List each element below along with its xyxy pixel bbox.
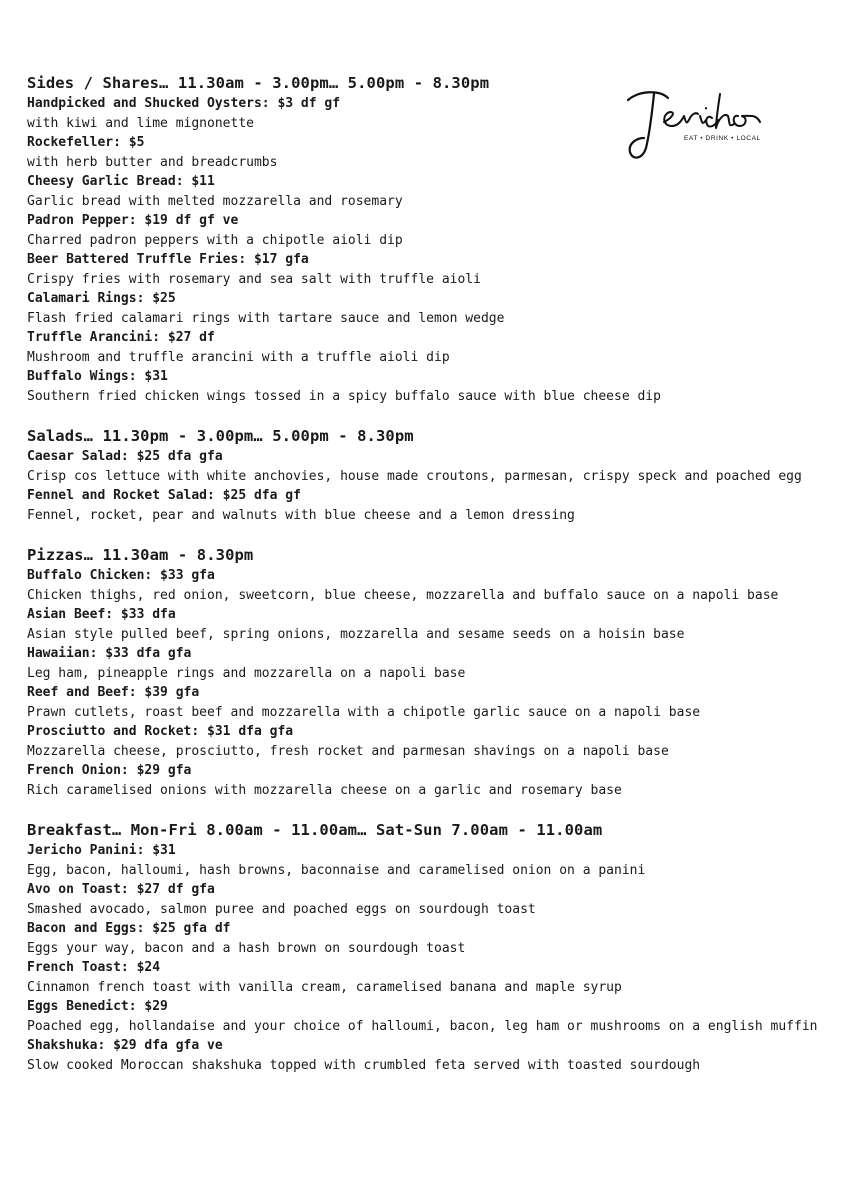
menu-item-description: Cinnamon french toast with vanilla cream, caramelised banana and maple syrup: [27, 979, 622, 995]
menu-item-description: Flash fried calamari rings with tartare sauce and lemon wedge: [27, 310, 505, 326]
menu-item-name: Bacon and Eggs: $25 gfa df: [27, 921, 231, 936]
menu-item-description: Garlic bread with melted mozzarella and rosemary: [27, 193, 403, 209]
menu-item-description: Smashed avocado, salmon puree and poached eggs on sourdough toast: [27, 901, 536, 917]
menu-item-description: with herb butter and breadcrumbs: [27, 154, 278, 170]
menu-item-name: Truffle Arancini: $27 df: [27, 330, 215, 345]
menu-item-description: Fennel, rocket, pear and walnuts with blue cheese and a lemon dressing: [27, 507, 575, 523]
menu-item-name: Jericho Panini: $31: [27, 843, 176, 858]
menu-section: [27, 820, 827, 1075]
menu-item-description: Prawn cutlets, roast beef and mozzarella with a chipotle garlic sauce on a napoli base: [27, 704, 701, 720]
menu-item-name: Buffalo Chicken: $33 gfa: [27, 568, 215, 583]
menu-item-name: Cheesy Garlic Bread: $11: [27, 174, 215, 189]
menu-item-description: Crisp cos lettuce with white anchovies, house made croutons, parmesan, crispy speck and poached egg: [27, 468, 802, 484]
menu-item-description: Charred padron peppers with a chipotle aioli dip: [27, 232, 403, 248]
logo-tagline: EAT • DRINK • LOCAL: [684, 135, 761, 142]
menu-item-description: Southern fried chicken wings tossed in a spicy buffalo sauce with blue cheese dip: [27, 388, 661, 404]
menu-item-name: Padron Pepper: $19 df gf ve: [27, 213, 239, 228]
menu-item-description: with kiwi and lime mignonette: [27, 115, 254, 131]
menu-item-description: Slow cooked Moroccan shakshuka topped with crumbled feta served with toasted sourdough: [27, 1057, 701, 1073]
menu-item-description: Eggs your way, bacon and a hash brown on sourdough toast: [27, 940, 466, 956]
menu-item-description: Crispy fries with rosemary and sea salt with truffle aioli: [27, 271, 481, 287]
menu-item-description: Mushroom and truffle arancini with a truffle aioli dip: [27, 349, 450, 365]
menu-body: [27, 73, 827, 1095]
menu-item-name: Reef and Beef: $39 gfa: [27, 685, 200, 700]
section-title: Breakfast… Mon-Fri 8.00am - 11.00am… Sat-Sun 7.00am - 11.00am: [27, 821, 603, 839]
menu-item-name: Calamari Rings: $25: [27, 291, 176, 306]
menu-item-name: Shakshuka: $29 dfa gfa ve: [27, 1038, 223, 1053]
section-title: Sides / Shares… 11.30am - 3.00pm… 5.00pm - 8.30pm: [27, 74, 490, 92]
menu-item-name: Beer Battered Truffle Fries: $17 gfa: [27, 252, 309, 267]
menu-item-description: Rich caramelised onions with mozzarella cheese on a garlic and rosemary base: [27, 782, 622, 798]
menu-item-description: Egg, bacon, halloumi, hash browns, baconnaise and caramelised onion on a panini: [27, 862, 646, 878]
menu-item-name: Fennel and Rocket Salad: $25 dfa gf: [27, 488, 301, 503]
menu-item-name: French Toast: $24: [27, 960, 161, 975]
menu-item-name: Caesar Salad: $25 dfa gfa: [27, 449, 223, 464]
menu-item-name: Prosciutto and Rocket: $31 dfa gfa: [27, 724, 294, 739]
menu-section: [27, 545, 827, 800]
section-title: Salads… 11.30pm - 3.00pm… 5.00pm - 8.30pm: [27, 427, 414, 445]
menu-item-description: Asian style pulled beef, spring onions, mozzarella and sesame seeds on a hoisin base: [27, 626, 685, 642]
menu-item-description: Poached egg, hollandaise and your choice of halloumi, bacon, leg ham or mushrooms on a english muffin: [27, 1018, 818, 1034]
menu-item-name: Avo on Toast: $27 df gfa: [27, 882, 215, 897]
menu-item-name: Rockefeller: $5: [27, 135, 145, 150]
menu-item-description: Leg ham, pineapple rings and mozzarella on a napoli base: [27, 665, 466, 681]
menu-item-name: French Onion: $29 gfa: [27, 763, 192, 778]
section-title: Pizzas… 11.30am - 8.30pm: [27, 546, 254, 564]
menu-item-name: Asian Beef: $33 dfa: [27, 607, 176, 622]
menu-item-name: Hawaiian: $33 dfa gfa: [27, 646, 192, 661]
menu-section: [27, 426, 827, 525]
menu-section: [27, 73, 827, 406]
menu-item-description: Chicken thighs, red onion, sweetcorn, blue cheese, mozzarella and buffalo sauce on a napoli base: [27, 587, 779, 603]
menu-item-description: Mozzarella cheese, prosciutto, fresh rocket and parmesan shavings on a napoli base: [27, 743, 669, 759]
menu-item-name: Handpicked and Shucked Oysters: $3 df gf: [27, 96, 341, 111]
menu-item-name: Buffalo Wings: $31: [27, 369, 168, 384]
menu-item-name: Eggs Benedict: $29: [27, 999, 168, 1014]
